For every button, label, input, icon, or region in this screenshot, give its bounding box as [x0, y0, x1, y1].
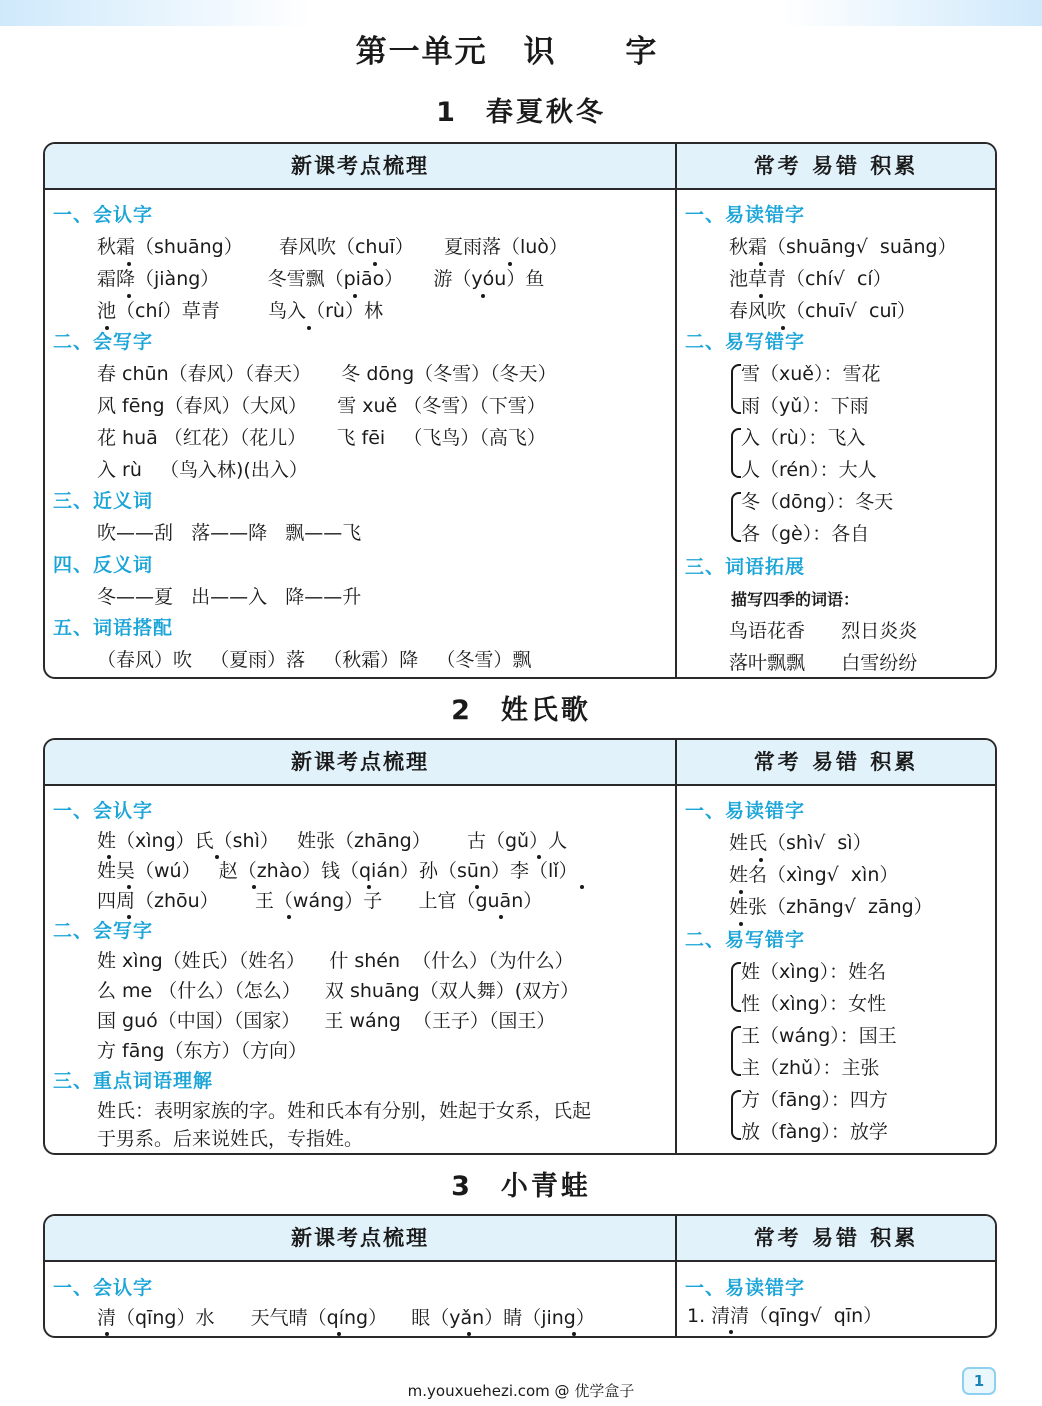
emphasis-dot: [307, 326, 311, 330]
unit-title: [0, 26, 1042, 71]
emphasis-dot: [781, 326, 785, 330]
text-line: 么 me （什么）（怎么） 双 shuāng（双人舞）(双方）: [97, 980, 580, 1002]
text-line: 清（qīng）水 天气晴（qíng） 眼（yǎn）睛（jing）: [97, 1307, 595, 1329]
text-line: 池（chí）草青 鸟入（rù）林: [97, 300, 383, 322]
section-heading: 一、易读错字: [685, 800, 806, 822]
text-line: 四周（zhōu） 王（wáng）子 上官（guān）: [97, 890, 543, 912]
section-heading: 五、词语搭配: [53, 617, 174, 639]
lesson-number: 3: [451, 1171, 473, 1202]
text-line: 1. 清清（qīng√ qīn）: [687, 1305, 883, 1327]
lesson-2-box: [43, 738, 997, 1155]
section-heading: 一、易读错字: [685, 1277, 806, 1299]
text-line: 鸟语花香 烈日炎炎: [729, 620, 918, 642]
section-heading: 三、词语拓展: [685, 556, 806, 578]
text-line: 姓（xìng）氏（shì） 姓张（zhāng） 古（gǔ）人: [97, 830, 568, 852]
section-heading: 二、会写字: [53, 331, 154, 353]
column-header: 新课考点梳理: [45, 740, 675, 786]
text-line: 国 guó（中国）（国家） 王 wáng （王子）（国王）: [97, 1010, 556, 1032]
subheading: 描写四季的词语：: [731, 590, 860, 609]
brace-icon: [731, 364, 741, 414]
emphasis-dot: [215, 855, 219, 859]
knowledge-column: [45, 144, 677, 677]
text-line: 方 fāng（东方）（方向）: [97, 1040, 307, 1062]
text-line: 风 fēng（春风）（大风） 雪 xuě （冬雪）（下雪）: [97, 395, 546, 417]
text-line: 入（rù）：飞入: [741, 427, 866, 449]
emphasis-dot: [759, 262, 763, 266]
text-line: 冬（dōng）：冬天: [741, 491, 894, 513]
text-line: 池草青（chí√ cí）: [729, 268, 892, 290]
section-heading: 一、会认字: [53, 204, 154, 226]
tips-column: [677, 1216, 995, 1336]
emphasis-dot: [508, 262, 512, 266]
knowledge-column: [45, 1216, 677, 1336]
emphasis-dot: [127, 915, 131, 919]
column-header: 新课考点梳理: [45, 1216, 675, 1262]
lesson-3-box: [43, 1214, 997, 1338]
text-line: 吹——刮 落——降 飘——飞: [97, 522, 362, 544]
emphasis-dot: [127, 262, 131, 266]
unit-title-sub: 识 字: [523, 34, 687, 70]
brace-icon: [731, 1026, 741, 1076]
emphasis-dot: [353, 294, 357, 298]
text-line: 秋霜（shuāng） 春风吹（chuī） 夏雨落（luò）: [97, 236, 568, 258]
text-line: 姓名（xìng√ xìn）: [729, 864, 899, 886]
emphasis-dot: [759, 294, 763, 298]
tips-column: [677, 144, 995, 677]
section-heading: 一、会认字: [53, 800, 154, 822]
text-line: 主（zhǔ）：主张: [741, 1057, 880, 1079]
text-line: 春风吹（chuī√ cuī）: [729, 300, 916, 322]
emphasis-dot: [367, 885, 371, 889]
emphasis-dot: [572, 1332, 576, 1336]
column-header: 新课考点梳理: [45, 144, 675, 190]
text-line: 方（fāng）：四方: [741, 1089, 888, 1111]
column-header: 常考 易错 积累: [677, 144, 995, 190]
knowledge-column: [45, 740, 677, 1153]
text-line: 人（rén）：大人: [741, 459, 877, 481]
section-heading: 三、近义词: [53, 490, 154, 512]
column-header: 常考 易错 积累: [677, 1216, 995, 1262]
text-line: 冬——夏 出——入 降——升: [97, 586, 362, 608]
emphasis-dot: [481, 294, 485, 298]
text-line: （春风）吹 （夏雨）落 （秋霜）降 （冬雪）飘: [97, 649, 532, 671]
brace-icon: [731, 428, 741, 478]
section-heading: 四、反义词: [53, 554, 154, 576]
text-line: 姓氏（shì√ sì）: [729, 832, 872, 854]
emphasis-dot: [729, 1330, 733, 1334]
footer-credit: m.youxuehezi.com @ 优学盒子: [407, 1382, 635, 1400]
text-line: 霜降（jiàng） 冬雪飘（piāo） 游（yóu）鱼: [97, 268, 545, 290]
text-line: 雪（xuě）：雪花: [741, 363, 881, 385]
lesson-1-title: [0, 90, 1042, 129]
lesson-3-title: [0, 1164, 1042, 1203]
emphasis-dot: [127, 294, 131, 298]
section-heading: 三、重点词语理解: [53, 1070, 214, 1092]
lesson-2-title: [0, 688, 1042, 727]
lesson-number: 2: [451, 695, 473, 726]
lesson-name: 姓氏歌: [500, 695, 591, 726]
tips-column: [677, 740, 995, 1153]
emphasis-dot: [107, 855, 111, 859]
lesson-1-box: [43, 142, 997, 679]
unit-title-main: 第一单元: [355, 34, 488, 70]
text-line: 各（gè）：各自: [741, 523, 870, 545]
emphasis-dot: [467, 1332, 471, 1336]
emphasis-dot: [759, 858, 763, 862]
brace-icon: [731, 492, 741, 542]
emphasis-dot: [499, 915, 503, 919]
text-line: 姓吴（wú） 赵（zhào）钱（qián）孙（sūn）李（lǐ）: [97, 860, 578, 882]
section-heading: 二、易写错字: [685, 331, 806, 353]
text-line: 于男系。后来说姓氏，专指姓。: [97, 1128, 364, 1150]
emphasis-dot: [739, 922, 743, 926]
lesson-number: 1: [436, 97, 458, 128]
brace-icon: [731, 962, 741, 1012]
text-line: 入 rù （鸟入林)(出入）: [97, 459, 308, 481]
text-line: 王（wáng）：国王: [741, 1025, 897, 1047]
text-line: 雨（yǔ）：下雨: [741, 395, 869, 417]
emphasis-dot: [337, 1332, 341, 1336]
lesson-name: 春夏秋冬: [485, 97, 606, 128]
emphasis-dot: [537, 855, 541, 859]
text-line: 花 huā （红花）（花儿） 飞 fēi （飞鸟）（高飞）: [97, 427, 546, 449]
text-line: 姓氏：表明家族的字。姓和氏本有分别，姓起于女系，氏起: [97, 1100, 592, 1122]
text-line: 姓张（zhāng√ zāng）: [729, 896, 933, 918]
text-line: 春 chūn（春风）（春天） 冬 dōng（冬雪）（冬天）: [97, 363, 557, 385]
text-line: 放（fàng）：放学: [741, 1121, 888, 1143]
text-line: 姓（xìng）：姓名: [741, 961, 887, 983]
emphasis-dot: [252, 885, 256, 889]
emphasis-dot: [287, 915, 291, 919]
emphasis-dot: [739, 890, 743, 894]
page-number: 1: [962, 1367, 996, 1395]
emphasis-dot: [105, 1332, 109, 1336]
emphasis-dot: [127, 885, 131, 889]
top-decoration: [0, 0, 1042, 26]
emphasis-dot: [105, 326, 109, 330]
emphasis-dot: [580, 885, 584, 889]
text-line: 姓 xìng（姓氏）（姓名） 什 shén （什么）（为什么）: [97, 950, 574, 972]
brace-icon: [731, 1090, 741, 1140]
text-line: 秋霜（shuāng√ suāng）: [729, 236, 957, 258]
emphasis-dot: [373, 262, 377, 266]
section-heading: 二、会写字: [53, 920, 154, 942]
section-heading: 二、易写错字: [685, 929, 806, 951]
lesson-name: 小青蛙: [500, 1171, 591, 1202]
column-header: 常考 易错 积累: [677, 740, 995, 786]
section-heading: 一、易读错字: [685, 204, 806, 226]
emphasis-dot: [475, 885, 479, 889]
text-line: 落叶飘飘 白雪纷纷: [729, 652, 918, 674]
section-heading: 一、会认字: [53, 1277, 154, 1299]
text-line: 性（xìng）：女性: [741, 993, 887, 1015]
